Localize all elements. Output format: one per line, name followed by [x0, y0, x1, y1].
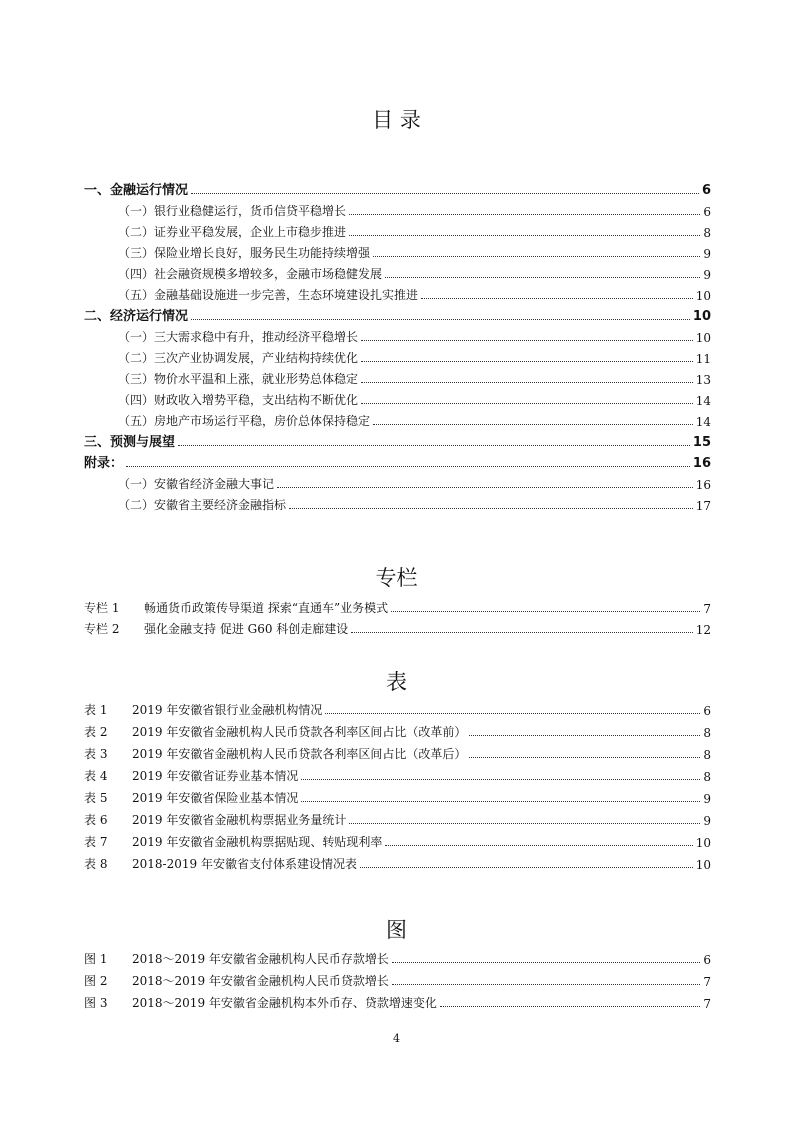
- table-entry-page: 6: [703, 704, 711, 718]
- toc-entry[interactable]: [84, 306, 711, 324]
- table-entry[interactable]: [84, 788, 711, 806]
- table-entry-page: 8: [703, 726, 711, 740]
- tables-title: 表: [386, 670, 407, 694]
- toc-entry[interactable]: [118, 474, 711, 492]
- figure-entry[interactable]: [84, 949, 711, 967]
- table-entry[interactable]: [84, 766, 711, 784]
- column-entry-text: 畅通货币政策传导渠道 探索“直通车”业务模式: [144, 601, 389, 615]
- toc-title: 目 录: [372, 108, 421, 132]
- column-entry[interactable]: [84, 598, 711, 616]
- toc-entry[interactable]: [118, 327, 711, 345]
- toc-entry[interactable]: [118, 201, 711, 219]
- toc-entry-page: 10: [692, 309, 711, 324]
- table-entry[interactable]: [84, 744, 711, 762]
- table-entry-page: 9: [703, 792, 711, 806]
- toc-entry-page: 6: [701, 183, 711, 198]
- table-entry-text: 2019 年安徽省保险业基本情况: [132, 791, 299, 805]
- toc-entry-text: 二、经济运行情况: [84, 309, 189, 324]
- table-entry-page: 9: [703, 814, 711, 828]
- toc-entry-text: 三、预测与展望: [84, 435, 176, 450]
- toc-entry[interactable]: [118, 369, 711, 387]
- toc-entry-text: （四）财政收入增势平稳，支出结构不断优化: [118, 393, 359, 407]
- toc-entry[interactable]: [84, 453, 711, 471]
- toc-entry-text: （二）证券业平稳发展，企业上市稳步推进: [118, 225, 347, 239]
- toc-entry-text: （一）银行业稳健运行，货币信贷平稳增长: [118, 204, 347, 218]
- toc-entry-page: 14: [695, 415, 711, 429]
- figure-entry-page: 7: [703, 997, 711, 1011]
- toc-entry[interactable]: [84, 432, 711, 450]
- column-entry[interactable]: [84, 619, 711, 637]
- toc-entry-page: 14: [695, 394, 711, 408]
- table-entry-label: 表 8: [84, 857, 108, 871]
- table-entry-text: 2019 年安徽省金融机构票据业务量统计: [132, 813, 347, 827]
- toc-entry[interactable]: [118, 285, 711, 303]
- table-entry-label: 表 6: [84, 813, 108, 827]
- toc-entry-page: 10: [695, 289, 711, 303]
- toc-entry-text: 一、金融运行情况: [84, 183, 189, 198]
- table-entry-text: 2018-2019 年安徽省支付体系建设情况表: [132, 857, 357, 871]
- column-entry-page: 12: [695, 623, 711, 637]
- table-entry-text: 2019 年安徽省证券业基本情况: [132, 769, 299, 783]
- table-entry-text: 2019 年安徽省金融机构人民币贷款各利率区间占比（改革后）: [132, 747, 467, 761]
- toc-entry[interactable]: [118, 243, 711, 261]
- figure-entry-label: 图 2: [84, 974, 108, 988]
- column-entry-text: 强化金融支持 促进 G60 科创走廊建设: [144, 622, 349, 636]
- toc-entry-text: （三）保险业增长良好，服务民生功能持续增强: [118, 246, 371, 260]
- figures-title: 图: [386, 918, 407, 942]
- table-entry-page: 10: [695, 858, 711, 872]
- toc-entry-text: （五）金融基础设施进一步完善，生态环境建设扎实推进: [118, 288, 419, 302]
- figure-entry-page: 6: [703, 953, 711, 967]
- toc-entry-page: 10: [695, 331, 711, 345]
- figure-entry-text: 2018～2019 年安徽省金融机构人民币存款增长: [132, 952, 389, 966]
- toc-entry[interactable]: [118, 495, 711, 513]
- toc-entry-text: （五）房地产市场运行平稳，房价总体保持稳定: [118, 414, 371, 428]
- toc-entry[interactable]: [118, 390, 711, 408]
- table-entry[interactable]: [84, 832, 711, 850]
- toc-entry-page: 11: [695, 352, 711, 366]
- toc-entry-text: 附录：: [84, 456, 124, 471]
- figure-entry[interactable]: [84, 993, 711, 1011]
- toc-entry-text: （二）安徽省主要经济金融指标: [118, 498, 287, 512]
- page-number: 4: [393, 1032, 400, 1045]
- figure-entry-label: 图 3: [84, 996, 108, 1010]
- table-entry-label: 表 5: [84, 791, 108, 805]
- toc-entry-text: （二）三次产业协调发展，产业结构持续优化: [118, 351, 359, 365]
- table-entry[interactable]: [84, 810, 711, 828]
- column-entry-label: 专栏 1: [84, 601, 120, 615]
- table-entry-label: 表 7: [84, 835, 108, 849]
- toc-entry-page: 16: [695, 478, 711, 492]
- toc-entry-page: 13: [695, 373, 711, 387]
- table-entry[interactable]: [84, 854, 711, 872]
- toc-entry-text: （三）物价水平温和上涨，就业形势总体稳定: [118, 372, 359, 386]
- toc-entry[interactable]: [84, 180, 711, 198]
- table-entry-label: 表 1: [84, 703, 108, 717]
- toc-entry-text: （四）社会融资规模多增较多，金融市场稳健发展: [118, 267, 383, 281]
- toc-entry-page: 9: [703, 247, 711, 261]
- figure-entry-page: 7: [703, 975, 711, 989]
- toc-entry-text: （一）安徽省经济金融大事记: [118, 477, 275, 491]
- table-entry[interactable]: [84, 700, 711, 718]
- toc-entry-page: 8: [703, 226, 711, 240]
- table-entry-text: 2019 年安徽省银行业金融机构情况: [132, 703, 323, 717]
- toc-entry[interactable]: [118, 348, 711, 366]
- table-entry-page: 8: [703, 748, 711, 762]
- figure-entry-text: 2018～2019 年安徽省金融机构人民币贷款增长: [132, 974, 389, 988]
- figure-entry[interactable]: [84, 971, 711, 989]
- table-entry-text: 2019 年安徽省金融机构人民币贷款各利率区间占比（改革前）: [132, 725, 467, 739]
- toc-entry-page: 17: [695, 499, 711, 513]
- table-entry[interactable]: [84, 722, 711, 740]
- toc-entry[interactable]: [118, 411, 711, 429]
- toc-entry-text: （一）三大需求稳中有升，推动经济平稳增长: [118, 330, 359, 344]
- toc-entry[interactable]: [118, 222, 711, 240]
- toc-entry-page: 15: [692, 435, 711, 450]
- columns-title: 专栏: [375, 566, 418, 590]
- table-entry-text: 2019 年安徽省金融机构票据贴现、转贴现利率: [132, 835, 383, 849]
- toc-entry-page: 16: [692, 456, 711, 471]
- toc-entry-page: 6: [703, 205, 711, 219]
- table-entry-label: 表 4: [84, 769, 108, 783]
- table-entry-label: 表 3: [84, 747, 108, 761]
- column-entry-page: 7: [703, 602, 711, 616]
- table-entry-label: 表 2: [84, 725, 108, 739]
- toc-entry-page: 9: [703, 268, 711, 282]
- figure-entry-label: 图 1: [84, 952, 108, 966]
- figure-entry-text: 2018～2019 年安徽省金融机构本外币存、贷款增速变化: [132, 996, 437, 1010]
- table-entry-page: 10: [695, 836, 711, 850]
- table-entry-page: 8: [703, 770, 711, 784]
- toc-entry[interactable]: [118, 264, 711, 282]
- column-entry-label: 专栏 2: [84, 622, 120, 636]
